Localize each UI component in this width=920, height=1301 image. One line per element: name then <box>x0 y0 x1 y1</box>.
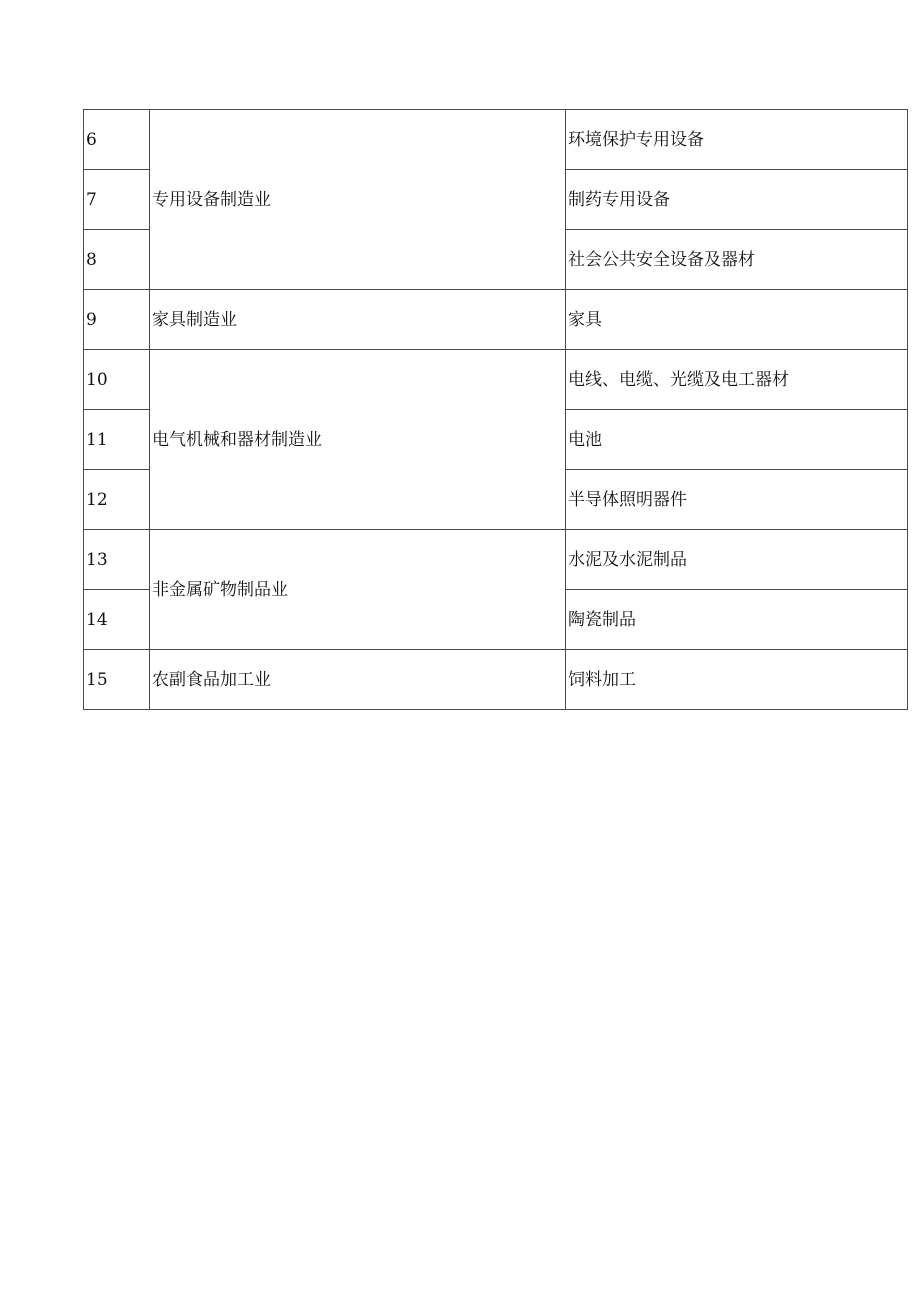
product-cell: 制药专用设备 <box>566 170 908 230</box>
product-cell: 家具 <box>566 290 908 350</box>
row-number: 7 <box>84 170 150 230</box>
row-number: 11 <box>84 410 150 470</box>
row-number: 14 <box>84 590 150 650</box>
row-number: 13 <box>84 530 150 590</box>
product-cell: 电线、电缆、光缆及电工器材 <box>566 350 908 410</box>
industry-cell: 非金属矿物制品业 <box>150 530 566 650</box>
table-row <box>84 290 908 350</box>
product-cell: 电池 <box>566 410 908 470</box>
row-number: 15 <box>84 650 150 710</box>
industry-cell: 专用设备制造业 <box>150 110 566 290</box>
row-number: 9 <box>84 290 150 350</box>
product-cell: 社会公共安全设备及器材 <box>566 230 908 290</box>
row-number: 10 <box>84 350 150 410</box>
industry-cell: 电气机械和器材制造业 <box>150 350 566 530</box>
table-row <box>84 530 908 590</box>
product-cell: 水泥及水泥制品 <box>566 530 908 590</box>
row-number: 12 <box>84 470 150 530</box>
industry-cell: 家具制造业 <box>150 290 566 350</box>
row-number: 6 <box>84 110 150 170</box>
industry-product-table <box>83 109 908 710</box>
product-cell: 陶瓷制品 <box>566 590 908 650</box>
table-row <box>84 110 908 170</box>
industry-cell: 农副食品加工业 <box>150 650 566 710</box>
product-cell: 环境保护专用设备 <box>566 110 908 170</box>
table-row <box>84 350 908 410</box>
product-cell: 饲料加工 <box>566 650 908 710</box>
product-cell: 半导体照明器件 <box>566 470 908 530</box>
table-row <box>84 650 908 710</box>
row-number: 8 <box>84 230 150 290</box>
